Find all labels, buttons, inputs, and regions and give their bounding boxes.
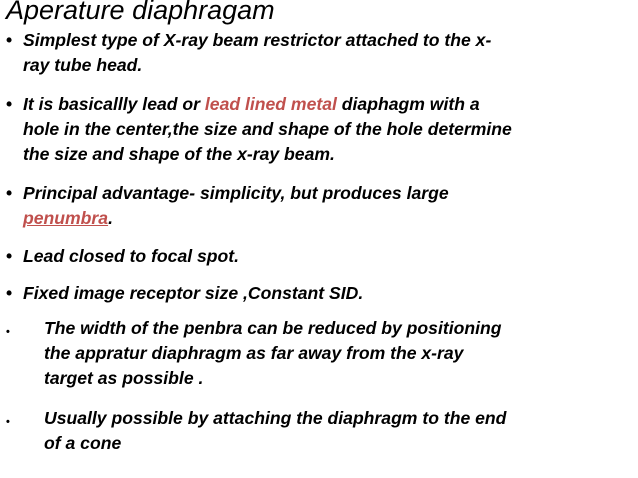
bullet-dot: • — [6, 30, 13, 50]
bullet-line — [23, 92, 623, 117]
bullet-item — [6, 316, 632, 391]
bullet-text — [23, 28, 623, 78]
bullet-text — [44, 316, 632, 391]
bullet-text-segment: . — [108, 208, 113, 228]
bullet-line: target as possible . — [44, 368, 204, 388]
slide-title: Aperature diaphragam — [6, 0, 275, 25]
bullet-line: hole in the center,the size and shape of the hole determine — [23, 119, 512, 139]
bullet-dot: • — [6, 183, 13, 203]
bullet-text — [23, 281, 623, 306]
bullet-item — [6, 28, 626, 78]
bullet-line: Simplest type of X-ray beam restrictor attached to the x- — [23, 30, 492, 50]
bullet-dot: • — [6, 246, 13, 266]
bullet-text — [23, 181, 623, 231]
bullet-text-segment: It is basicallly lead or — [23, 94, 205, 114]
bullet-line: Lead closed to focal spot. — [23, 246, 240, 266]
bullet-text — [23, 92, 623, 167]
bullet-line: the size and shape of the x-ray beam. — [23, 144, 335, 164]
title-container — [0, 0, 638, 26]
bullet-dot: • — [6, 283, 13, 303]
bullet-line: Fixed image receptor size ,Constant SID. — [23, 283, 364, 303]
bullet-text-segment: diaphagm with a — [336, 94, 480, 114]
bullet-line: ray tube head. — [23, 55, 143, 75]
bullet-dot: • — [6, 94, 13, 114]
bullet-line: The width of the penbra can be reduced by positioning — [44, 318, 502, 338]
bullet-line: Principal advantage- simplicity, but produces large — [23, 183, 449, 203]
bullet-text — [23, 244, 623, 269]
highlighted-term: lead lined metal — [204, 94, 337, 114]
bullet-line: of a cone — [44, 433, 122, 453]
bullet-dot: • — [6, 416, 10, 428]
bullet-item — [6, 181, 626, 231]
bullet-item — [6, 281, 626, 306]
bullet-text — [44, 406, 632, 456]
bullet-dot: • — [6, 326, 10, 338]
bullet-item — [6, 244, 626, 269]
bullet-item — [6, 406, 632, 456]
penumbra-link[interactable]: penumbra — [23, 208, 109, 228]
bullet-line — [23, 206, 623, 231]
bullet-line: Usually possible by attaching the diaphragm to the end — [44, 408, 507, 428]
bullet-item — [6, 92, 626, 167]
bullet-line: the appratur diaphragm as far away from the x-ray — [44, 343, 464, 363]
